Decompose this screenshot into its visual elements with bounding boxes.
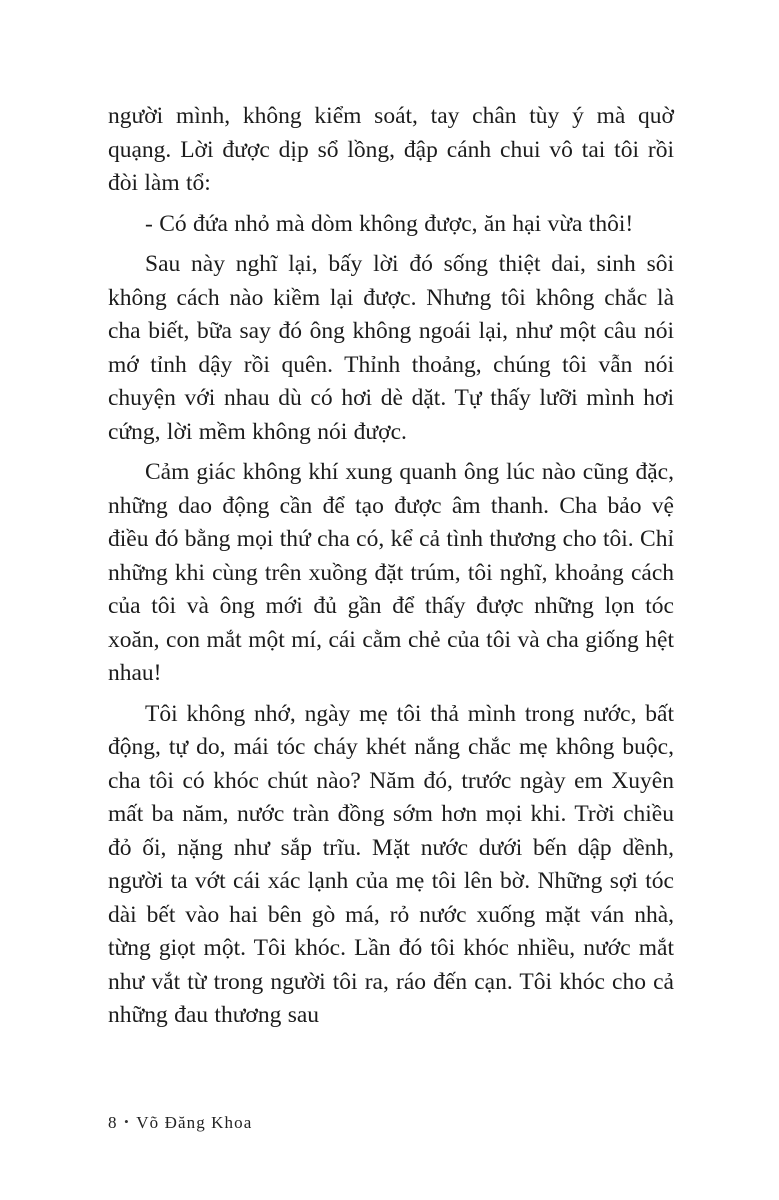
body-text <box>108 100 674 1033</box>
paragraph: Sau này nghĩ lại, bấy lời đó sống thiệt dai, sinh sôi không cách nào kiềm lại được. Nhưng tôi không chắc là cha biết, bữa say đó ông không ngoái lại, như một câu nói mớ tỉnh dậy rồi quên. Thỉnh thoảng, chúng tôi vẫn nói chuyện với nhau dù có hơi dè dặt. Tự thấy lưỡi mình hơi cứng, lời mềm không nói được. <box>108 251 674 445</box>
author-name: Võ Đăng Khoa <box>136 1113 253 1132</box>
page-number: 8 <box>108 1113 118 1132</box>
dialogue-line: - Có đứa nhỏ mà dòm không được, ăn hại vừa thôi! <box>145 210 634 237</box>
footer-separator-icon: • <box>124 1114 130 1129</box>
paragraph: Cảm giác không khí xung quanh ông lúc nào cũng đặc, những dao động cần để tạo được âm thanh. Cha bảo vệ điều đó bằng mọi thứ cha có, kể cả tình thương cho tôi. Chỉ những khi cùng trên xuồng đặt trúm, tôi nghĩ, khoảng cách của tôi và ông mới đủ gần để thấy được những lọn tóc xoăn, con mắt một mí, cái cằm chẻ của tôi và cha giống hệt nhau! <box>108 459 674 686</box>
page-footer <box>108 1113 252 1133</box>
paragraph-continuation: người mình, không kiểm soát, tay chân tùy ý mà quờ quạng. Lời được dịp sổ lồng, đập cánh chui vô tai tôi rồi đòi làm tổ: <box>108 103 674 196</box>
paragraph: Tôi không nhớ, ngày mẹ tôi thả mình trong nước, bất động, tự do, mái tóc cháy khét nắng chắc mẹ không buộc, cha tôi có khóc chút nào? Năm đó, trước ngày em Xuyên mất ba năm, nước tràn đồng sớm hơn mọi khi. Trời chiều đỏ ối, nặng như sắp trĩu. Mặt nước dưới bến dập dềnh, người ta vớt cái xác lạnh của mẹ tôi lên bờ. Những sợi tóc dài bết vào hai bên gò má, rỏ nước xuống mặt ván nhà, từng giọt một. Tôi khóc. Lần đó tôi khóc nhiều, nước mắt như vắt từ trong người tôi ra, ráo đến cạn. Tôi khóc cho cả những đau thương sau <box>108 700 674 1028</box>
